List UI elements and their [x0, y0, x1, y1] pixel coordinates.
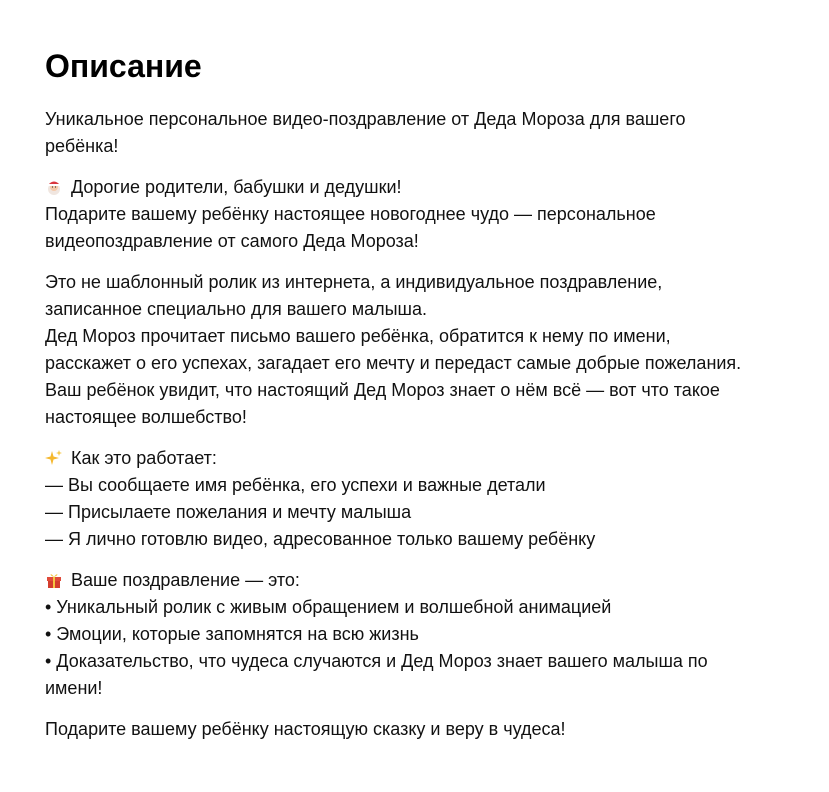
paragraph [45, 567, 829, 702]
text-line [45, 174, 829, 201]
text-line [45, 621, 829, 648]
gift-icon [45, 570, 63, 588]
text-line [45, 675, 829, 702]
text: Подарите вашему ребёнку настоящую сказку и веру в чудеса! [45, 719, 566, 739]
text-line [45, 201, 829, 228]
paragraph [45, 106, 829, 160]
text-line [45, 499, 829, 526]
text: — Я лично готовлю видео, адресованное только вашему ребёнку [45, 529, 596, 549]
paragraph [45, 716, 829, 743]
text-line [45, 296, 829, 323]
text-line [45, 445, 829, 472]
paragraph [45, 174, 829, 255]
text-line [45, 106, 829, 133]
paragraph [45, 445, 829, 553]
text: ребёнка! [45, 136, 119, 156]
text-line [45, 526, 829, 553]
text: Это не шаблонный ролик из интернета, а индивидуальное поздравление, [45, 272, 663, 292]
text: Ваше поздравление — это: [71, 570, 300, 590]
text: Уникальное персональное видео-поздравление от Деда Мороза для вашего [45, 109, 686, 129]
text: • Доказательство, что чудеса случаются и Дед Мороз знает вашего малыша по [45, 651, 708, 671]
text-line [45, 269, 829, 296]
text-line [45, 567, 829, 594]
text: Подарите вашему ребёнку настоящее новогоднее чудо — персональное [45, 204, 656, 224]
sparkles-icon [45, 448, 63, 466]
text: настоящее волшебство! [45, 407, 247, 427]
text: • Эмоции, которые запомнятся на всю жизнь [45, 624, 419, 644]
text: расскажет о его успехах, загадает его мечту и передаст самые добрые пожелания. [45, 353, 742, 373]
text-line [45, 228, 829, 255]
text: записанное специально для вашего малыша. [45, 299, 427, 319]
text-line [45, 323, 829, 350]
text: Как это работает: [71, 448, 217, 468]
text: • Уникальный ролик с живым обращением и волшебной анимацией [45, 597, 612, 617]
paragraph [45, 269, 829, 431]
text: Дед Мороз прочитает письмо вашего ребёнка, обратится к нему по имени, [45, 326, 671, 346]
text: — Присылаете пожелания и мечту малыша [45, 502, 412, 522]
text-line [45, 716, 829, 743]
text: — Вы сообщаете имя ребёнка, его успехи и важные детали [45, 475, 546, 495]
text: Ваш ребёнок увидит, что настоящий Дед Мороз знает о нём всё — вот что такое [45, 380, 720, 400]
description-body [45, 106, 829, 743]
text-line [45, 472, 829, 499]
text-line [45, 133, 829, 160]
text-line [45, 377, 829, 404]
text: имени! [45, 678, 103, 698]
section-title: Описание [45, 48, 202, 84]
text-line [45, 648, 829, 675]
text: видеопоздравление от самого Деда Мороза! [45, 231, 419, 251]
text-line [45, 404, 829, 431]
text-line [45, 350, 829, 377]
text: Дорогие родители, бабушки и дедушки! [71, 177, 402, 197]
santa-icon [45, 177, 63, 195]
text-line [45, 594, 829, 621]
